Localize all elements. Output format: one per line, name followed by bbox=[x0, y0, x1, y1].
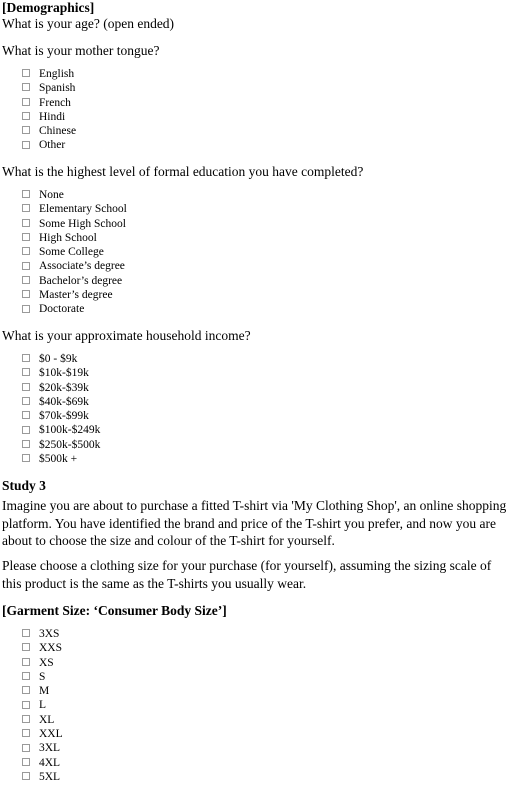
option-label: XXS bbox=[39, 642, 63, 655]
option-label: Doctorate bbox=[39, 303, 85, 316]
option-label: Hindi bbox=[39, 110, 66, 123]
mother-tongue-question: What is your mother tongue? bbox=[2, 43, 160, 58]
garment-size-option[interactable] bbox=[22, 770, 63, 784]
option-label: Other bbox=[39, 139, 66, 152]
option-label: High School bbox=[39, 231, 97, 244]
checkbox[interactable] bbox=[22, 397, 30, 405]
option-label: 3XL bbox=[39, 742, 61, 755]
garment-size-option[interactable] bbox=[22, 698, 63, 712]
option-label: M bbox=[39, 685, 50, 698]
mother-tongue-option[interactable] bbox=[22, 81, 76, 95]
option-label: Chinese bbox=[39, 125, 77, 138]
option-label: $100k-$249k bbox=[39, 424, 101, 437]
checkbox[interactable] bbox=[22, 290, 30, 298]
garment-size-heading: [Garment Size: ‘Consumer Body Size’] bbox=[2, 603, 227, 618]
checkbox[interactable] bbox=[22, 247, 30, 255]
checkbox[interactable] bbox=[22, 141, 30, 149]
checkbox[interactable] bbox=[22, 233, 30, 241]
checkbox[interactable] bbox=[22, 744, 30, 752]
checkbox[interactable] bbox=[22, 715, 30, 723]
checkbox[interactable] bbox=[22, 629, 30, 637]
option-label: $250k-$500k bbox=[39, 438, 101, 451]
option-label: $500k + bbox=[39, 453, 78, 466]
option-label: 3XS bbox=[39, 628, 60, 640]
checkbox[interactable] bbox=[22, 701, 30, 709]
income-options bbox=[22, 352, 100, 466]
education-option[interactable] bbox=[22, 202, 127, 216]
checkbox[interactable] bbox=[22, 112, 30, 120]
garment-size-option[interactable] bbox=[22, 756, 63, 770]
income-option[interactable] bbox=[22, 423, 100, 437]
study3-heading: Study 3 bbox=[2, 478, 46, 493]
option-label: XXL bbox=[39, 728, 63, 741]
checkbox[interactable] bbox=[22, 126, 30, 134]
option-label: Elementary School bbox=[39, 203, 127, 216]
option-label: L bbox=[39, 699, 47, 712]
education-option[interactable] bbox=[22, 274, 127, 288]
education-question: What is the highest level of formal education you have completed? bbox=[2, 164, 364, 179]
study3-intro: Imagine you are about to purchase a fitted T-shirt via 'My Clothing Shop', an online shopping platform. You have identified the brand and price of the T-shirt you prefer, and now you are about to choose the size and colour of the T-shirt for yourself. bbox=[2, 498, 507, 548]
mother-tongue-option[interactable] bbox=[22, 96, 76, 110]
checkbox[interactable] bbox=[22, 190, 30, 198]
option-label: Associate’s degree bbox=[39, 260, 125, 273]
checkbox[interactable] bbox=[22, 729, 30, 737]
education-option[interactable] bbox=[22, 259, 127, 273]
option-label: 4XL bbox=[39, 756, 61, 769]
checkbox[interactable] bbox=[22, 262, 30, 270]
mother-tongue-option[interactable] bbox=[22, 124, 76, 138]
income-option[interactable] bbox=[22, 395, 100, 409]
option-label: XL bbox=[39, 713, 55, 726]
garment-size-option[interactable] bbox=[22, 641, 63, 655]
demographics-heading: [Demographics] bbox=[2, 0, 95, 15]
age-question: What is your age? (open ended) bbox=[2, 16, 175, 31]
education-option[interactable] bbox=[22, 288, 127, 302]
option-label: Master’s degree bbox=[39, 289, 113, 302]
option-label: $10k-$19k bbox=[39, 367, 89, 380]
mother-tongue-option[interactable] bbox=[22, 67, 76, 81]
education-options bbox=[22, 188, 127, 317]
income-option[interactable] bbox=[22, 352, 100, 366]
checkbox[interactable] bbox=[22, 219, 30, 227]
option-label: French bbox=[39, 96, 71, 109]
income-question: What is your approximate household income? bbox=[2, 328, 251, 343]
education-option[interactable] bbox=[22, 302, 127, 316]
checkbox[interactable] bbox=[22, 772, 30, 780]
option-label: Some High School bbox=[39, 217, 126, 230]
garment-size-option[interactable] bbox=[22, 684, 63, 698]
option-label: $20k-$39k bbox=[39, 381, 89, 394]
option-label: XS bbox=[39, 656, 54, 669]
income-option[interactable] bbox=[22, 381, 100, 395]
option-label: None bbox=[39, 189, 64, 201]
checkbox[interactable] bbox=[22, 204, 30, 212]
garment-size-option[interactable] bbox=[22, 727, 63, 741]
checkbox[interactable] bbox=[22, 454, 30, 462]
option-label: $0 - $9k bbox=[39, 353, 78, 365]
checkbox[interactable] bbox=[22, 658, 30, 666]
option-label: English bbox=[39, 68, 75, 80]
option-label: Spanish bbox=[39, 82, 76, 95]
education-option[interactable] bbox=[22, 217, 127, 231]
mother-tongue-option[interactable] bbox=[22, 110, 76, 124]
checkbox[interactable] bbox=[22, 643, 30, 651]
income-option[interactable] bbox=[22, 438, 100, 452]
checkbox[interactable] bbox=[22, 411, 30, 419]
education-option[interactable] bbox=[22, 245, 127, 259]
mother-tongue-option[interactable] bbox=[22, 138, 76, 152]
checkbox[interactable] bbox=[22, 686, 30, 694]
checkbox[interactable] bbox=[22, 758, 30, 766]
checkbox[interactable] bbox=[22, 354, 30, 362]
education-option[interactable] bbox=[22, 231, 127, 245]
checkbox[interactable] bbox=[22, 672, 30, 680]
option-label: S bbox=[39, 670, 46, 683]
income-option[interactable] bbox=[22, 409, 100, 423]
checkbox[interactable] bbox=[22, 440, 30, 448]
checkbox[interactable] bbox=[22, 383, 30, 391]
option-label: Some College bbox=[39, 246, 104, 259]
checkbox[interactable] bbox=[22, 368, 30, 376]
checkbox[interactable] bbox=[22, 426, 30, 434]
checkbox[interactable] bbox=[22, 69, 30, 77]
checkbox[interactable] bbox=[22, 276, 30, 284]
income-option[interactable] bbox=[22, 366, 100, 380]
garment-size-option[interactable] bbox=[22, 713, 63, 727]
checkbox[interactable] bbox=[22, 98, 30, 106]
checkbox[interactable] bbox=[22, 83, 30, 91]
mother-tongue-options bbox=[22, 67, 76, 153]
garment-size-option[interactable] bbox=[22, 741, 63, 755]
income-option[interactable] bbox=[22, 452, 100, 466]
study3-instruction: Please choose a clothing size for your purchase (for yourself), assuming the sizing scale of this product is the same as the T-shirts you usually wear. bbox=[2, 558, 492, 591]
option-label: 5XL bbox=[39, 770, 61, 783]
garment-size-option[interactable] bbox=[22, 656, 63, 670]
garment-size-option[interactable] bbox=[22, 670, 63, 684]
option-label: Bachelor’s degree bbox=[39, 274, 123, 287]
education-option[interactable] bbox=[22, 188, 127, 202]
garment-size-option[interactable] bbox=[22, 627, 63, 641]
garment-size-options bbox=[22, 627, 63, 784]
checkbox[interactable] bbox=[22, 305, 30, 313]
option-label: $70k-$99k bbox=[39, 410, 89, 423]
option-label: $40k-$69k bbox=[39, 395, 89, 408]
